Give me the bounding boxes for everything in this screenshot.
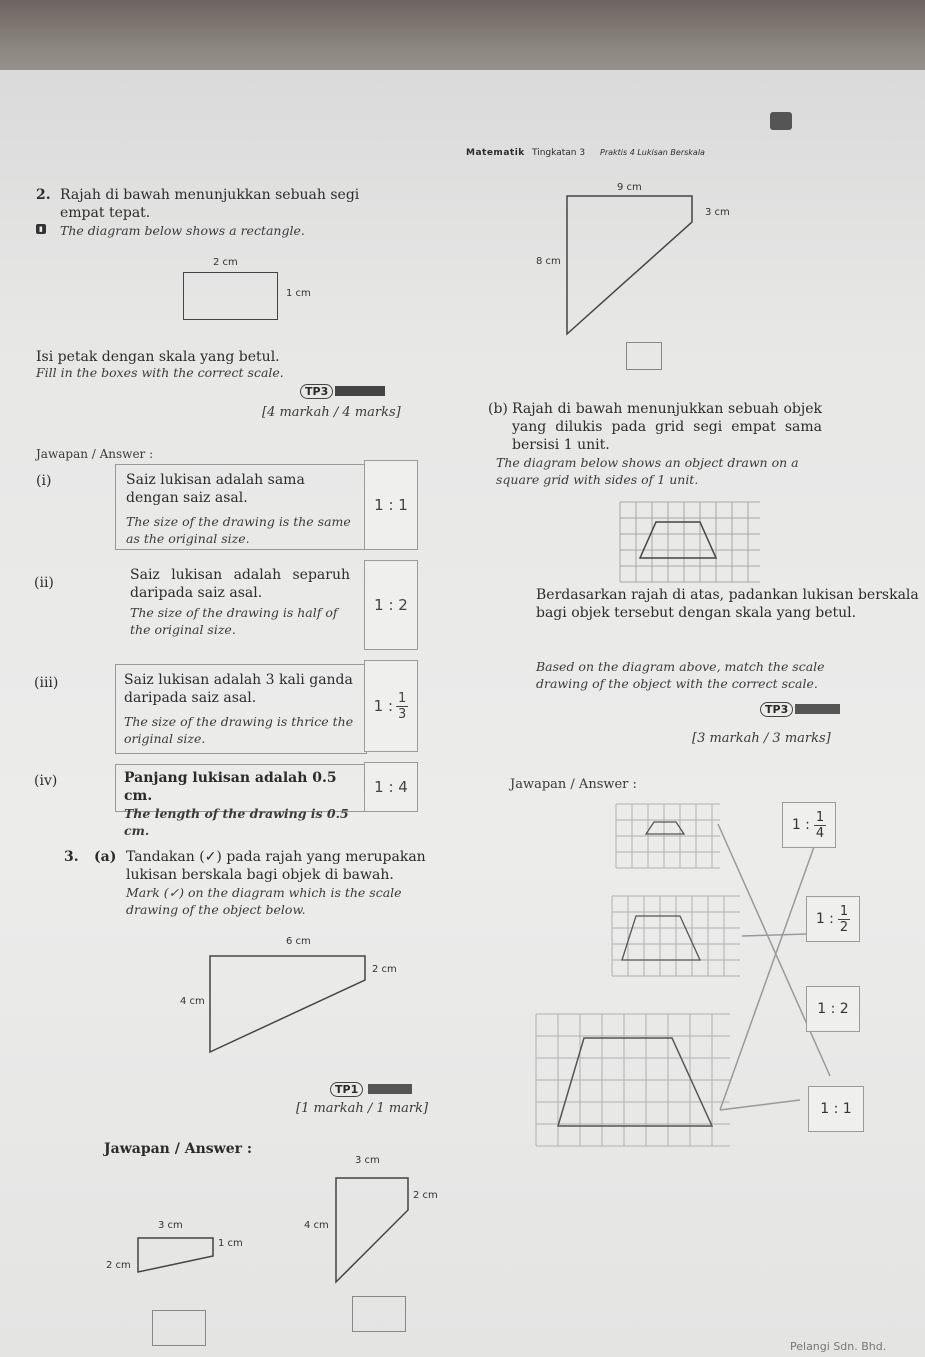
q3-number: 3.	[64, 849, 79, 865]
q3-marks: [1 markah / 1 mark]	[296, 1101, 429, 1116]
scale-half-whole: 1 :	[815, 911, 834, 927]
worksheet-page	[0, 70, 925, 1357]
q2-part-iii-num: (iii)	[34, 675, 59, 691]
rect-height-label: 1 cm	[286, 288, 311, 299]
q2b-grid-quarter	[616, 804, 720, 868]
q2-instruction-en: Fill in the boxes with the correct scale.	[36, 365, 284, 380]
q2-part-ii-num: (ii)	[34, 575, 54, 591]
q2-part-iv-answer[interactable]: 1 : 4	[364, 762, 418, 812]
q3-label: (a)	[94, 849, 117, 865]
scale-box-half[interactable]	[806, 896, 860, 942]
q2-part-ii-answer[interactable]: 1 : 2	[364, 560, 418, 650]
trap-left-label: 8 cm	[536, 256, 561, 267]
scale-quarter-num: 1	[815, 809, 825, 825]
q3-option-b-top-label: 3 cm	[355, 1155, 380, 1166]
q2-part-iii-denominator: 3	[398, 706, 407, 722]
q3-option-b-right-label: 2 cm	[413, 1190, 438, 1201]
q2-part-i-answer[interactable]: 1 : 1	[364, 460, 418, 550]
q2-part-iii-ratio-whole: 1 :	[373, 697, 394, 715]
trap-top-label: 9 cm	[617, 182, 642, 193]
topic-tag: ▮	[36, 224, 46, 234]
q2b-instruction-ms: Berdasarkan rajah di atas, padankan lukisan berskala bagi objek tersebut dengan skala yang betul.	[536, 587, 919, 621]
q3-object-right-label: 2 cm	[372, 964, 397, 975]
q2-number: 2.	[36, 187, 51, 203]
q2-part-ii-ms: Saiz lukisan adalah separuh daripada saiz asal.	[130, 567, 350, 601]
scale-half-fraction	[838, 904, 850, 935]
scale-half-num: 1	[839, 903, 849, 919]
q2b-drawing-half	[622, 916, 700, 960]
q2b-object-trapezium	[640, 522, 716, 558]
trap-right-label: 3 cm	[705, 207, 730, 218]
scale-quarter-fraction	[814, 810, 826, 841]
q3-object-left-label: 4 cm	[180, 996, 205, 1007]
q2-part-i-en: The size of the drawing is the same as the original size.	[126, 514, 351, 546]
q3-object-top-label: 6 cm	[286, 936, 311, 947]
q2-answer-label: Jawapan / Answer :	[36, 447, 154, 461]
scale-box-quarter[interactable]	[782, 802, 836, 848]
q3-tp-badge: TP1	[330, 1082, 363, 1097]
q2-part-i-num: (i)	[36, 473, 52, 489]
q2-part-iii-ms: Saiz lukisan adalah 3 kali ganda daripada saiz asal.	[124, 672, 353, 706]
q2b-label: (b)	[488, 401, 508, 417]
q2b-instruction-en: Based on the diagram above, match the scale drawing of the object with the correct scale.	[536, 659, 825, 691]
q2b-text-ms: Rajah di bawah menunjukkan sebuah objek yang dilukis pada grid segi empat sama bersisi 1 unit.	[512, 401, 822, 453]
header-subject: Matematik	[466, 148, 525, 158]
scale-box-1-2[interactable]: 1 : 2	[806, 986, 860, 1032]
q2-text-en: The diagram below shows a rectangle.	[60, 223, 305, 238]
header-level: Tingkatan 3	[532, 148, 586, 158]
q2-part-iii-numerator: 1	[398, 690, 407, 706]
matching-lines	[718, 824, 830, 1110]
q2-text-ms: Rajah di bawah menunjukkan sebuah segi empat tepat.	[60, 187, 360, 221]
q3-option-b-tick-box[interactable]	[352, 1296, 406, 1332]
header-chapter: Praktis 4 Lukisan Berskala	[600, 148, 705, 157]
q2b-skill-tag	[795, 704, 840, 714]
q3-option-b-left-label: 4 cm	[304, 1220, 329, 1231]
q3-option-a-right-label: 1 cm	[218, 1238, 243, 1249]
q2b-tp-badge: TP3	[760, 702, 793, 717]
scale-quarter-den: 4	[815, 825, 825, 841]
q2b-text-en: The diagram below shows an object drawn on a square grid with sides of 1 unit.	[496, 455, 799, 487]
q2-instruction-ms: Isi petak dengan skala yang betul.	[36, 349, 280, 365]
q2-part-ii-en: The size of the drawing is half of the original size.	[130, 605, 338, 637]
scale-half-den: 2	[839, 919, 849, 935]
q3-answer-label: Jawapan / Answer :	[104, 1141, 253, 1157]
q3-skill-tag	[368, 1084, 412, 1094]
q2-part-iv-en: The length of the drawing is 0.5 cm.	[124, 806, 349, 838]
q3-option-a-left-label: 2 cm	[106, 1260, 131, 1271]
q2b-object-grid	[620, 502, 760, 582]
scale-quarter-whole: 1 :	[791, 817, 810, 833]
q3-text-en: Mark (✓) on the diagram which is the scale drawing of the object below.	[126, 885, 402, 917]
rect-width-label: 2 cm	[213, 257, 238, 268]
q2-part-iv-num: (iv)	[34, 773, 58, 789]
q2b-grid-half	[612, 896, 740, 976]
footer-publisher: Pelangi Sdn. Bhd.	[790, 1340, 887, 1353]
q2b-marks: [3 markah / 3 marks]	[692, 731, 831, 746]
q2-part-i-ms: Saiz lukisan adalah sama dengan saiz asal.	[126, 472, 305, 506]
q2b-answer-label: Jawapan / Answer :	[510, 777, 637, 792]
q3-option-a-top-label: 3 cm	[158, 1220, 183, 1231]
q2b-drawing-full	[558, 1038, 712, 1126]
q2-part-iii-en: The size of the drawing is thrice the original size.	[124, 714, 354, 746]
q2-marks: [4 markah / 4 marks]	[262, 405, 401, 420]
q2-part-iv-ms: Panjang lukisan adalah 0.5 cm.	[124, 770, 337, 804]
q3-option-a-tick-box[interactable]	[152, 1310, 206, 1346]
q3-text-ms: Tandakan (✓) pada rajah yang merupakan lukisan berskala bagi objek di bawah.	[126, 849, 426, 883]
q2-tp-badge: TP3	[300, 384, 333, 399]
q2b-drawing-quarter	[646, 822, 684, 834]
scale-box-1-1[interactable]: 1 : 1	[808, 1086, 864, 1132]
